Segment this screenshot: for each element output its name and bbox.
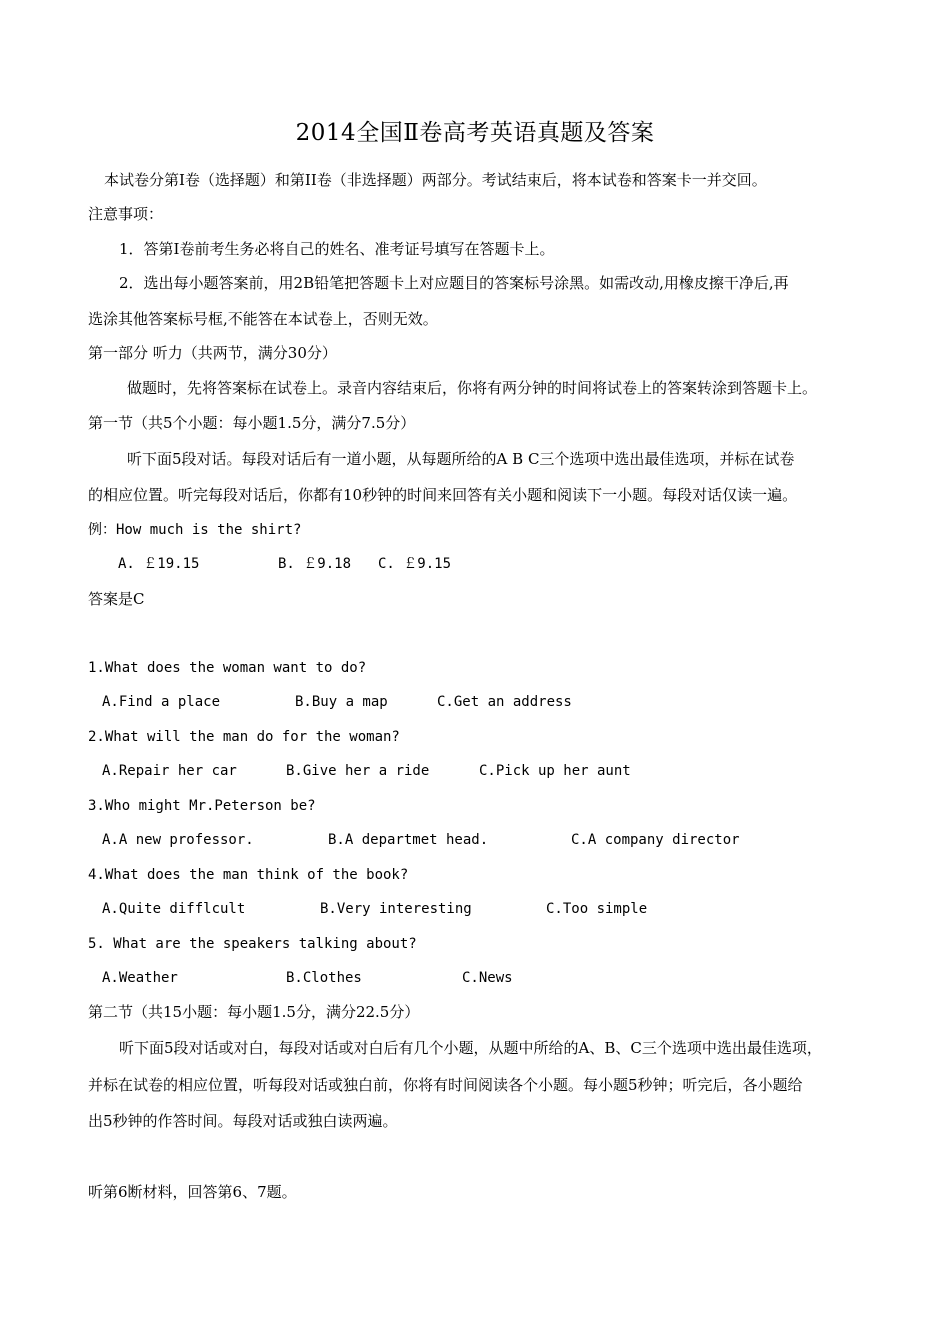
section2-instruction-line-2: 并标在试卷的相应位置，听每段对话或独白前，你将有时间阅读各个小题。每小题5秒钟；听完后，各小题给: [88, 1076, 803, 1094]
notice-item-1: 1．答第Ⅰ卷前考生务必将自己的姓名、准考证号填写在答题卡上。: [119, 240, 555, 258]
question-5-option-b: B.Clothes: [286, 970, 362, 986]
question-4-option-a: A.Quite difflcult: [102, 901, 246, 917]
part1-heading: 第一部分 听力（共两节，满分30分）: [88, 344, 337, 362]
question-3-option-b: B.A departmet head.: [328, 832, 489, 848]
page-title: 2014全国Ⅱ卷高考英语真题及答案: [295, 120, 655, 146]
question-5-option-a: A.Weather: [102, 970, 178, 986]
section2-heading: 第二节（共15小题：每小题1.5分，满分22.5分）: [88, 1003, 420, 1021]
section1-heading: 第一节（共5个小题：每小题1.5分，满分7.5分）: [88, 414, 416, 432]
material-6-heading: 听第6断材料，回答第6、7题。: [88, 1183, 297, 1201]
notice-item-2-line-1: 2．选出每小题答案前，用2B铅笔把答题卡上对应题目的答案标号涂黑。如需改动,用橡皮擦干净后,再: [119, 274, 789, 292]
example-option-a: A. ￡19.15: [118, 556, 200, 572]
part1-instruction: 做题时，先将答案标在试卷上。录音内容结束后，你将有两分钟的时间将试卷上的答案转涂到答题卡上。: [127, 379, 818, 397]
question-1-option-c: C.Get an address: [437, 694, 572, 710]
question-5-option-c: C.News: [462, 970, 513, 986]
section1-instruction-line-1: 听下面5段对话。每段对话后有一道小题，从每题所给的A B C三个选项中选出最佳选项，并标在试卷: [127, 450, 795, 468]
question-5: 5. What are the speakers talking about?: [88, 936, 417, 952]
example-option-c: C. ￡9.15: [378, 556, 452, 572]
question-3-option-a: A.A new professor.: [102, 832, 254, 848]
notice-heading: 注意事项：: [88, 205, 164, 223]
example-answer: 答案是C: [88, 590, 145, 608]
question-2: 2.What will the man do for the woman?: [88, 729, 400, 745]
question-4: 4.What does the man think of the book?: [88, 867, 409, 883]
question-4-option-c: C.Too simple: [546, 901, 648, 917]
example-option-b: B. ￡9.18: [278, 556, 352, 572]
section2-instruction-line-1: 听下面5段对话或对白，每段对话或对白后有几个小题，从题中所给的A、B、C三个选项中选出最佳选项，: [119, 1039, 822, 1057]
section2-instruction-line-3: 出5秒钟的作答时间。每段对话或独白读两遍。: [88, 1112, 398, 1130]
example-question: 例：How much is the shirt?: [88, 522, 302, 538]
question-3-option-c: C.A company director: [571, 832, 740, 848]
question-2-option-c: C.Pick up her aunt: [479, 763, 631, 779]
question-2-option-b: B.Give her a ride: [286, 763, 430, 779]
notice-item-2-line-2: 选涂其他答案标号框,不能答在本试卷上，否则无效。: [88, 310, 438, 328]
question-1-option-b: B.Buy a map: [295, 694, 388, 710]
question-1: 1.What does the woman want to do?: [88, 660, 367, 676]
question-3: 3.Who might Mr.Peterson be?: [88, 798, 316, 814]
question-4-option-b: B.Very interesting: [320, 901, 472, 917]
section1-instruction-line-2: 的相应位置。听完每段对话后，你都有10秒钟的时间来回答有关小题和阅读下一小题。每段对话仅读一遍。: [88, 486, 798, 504]
question-2-option-a: A.Repair her car: [102, 763, 237, 779]
question-1-option-a: A.Find a place: [102, 694, 221, 710]
intro-text: 本试卷分第Ⅰ卷（选择题）和第II卷（非选择题）两部分。考试结束后，将本试卷和答案卡一并交回。: [104, 171, 767, 189]
